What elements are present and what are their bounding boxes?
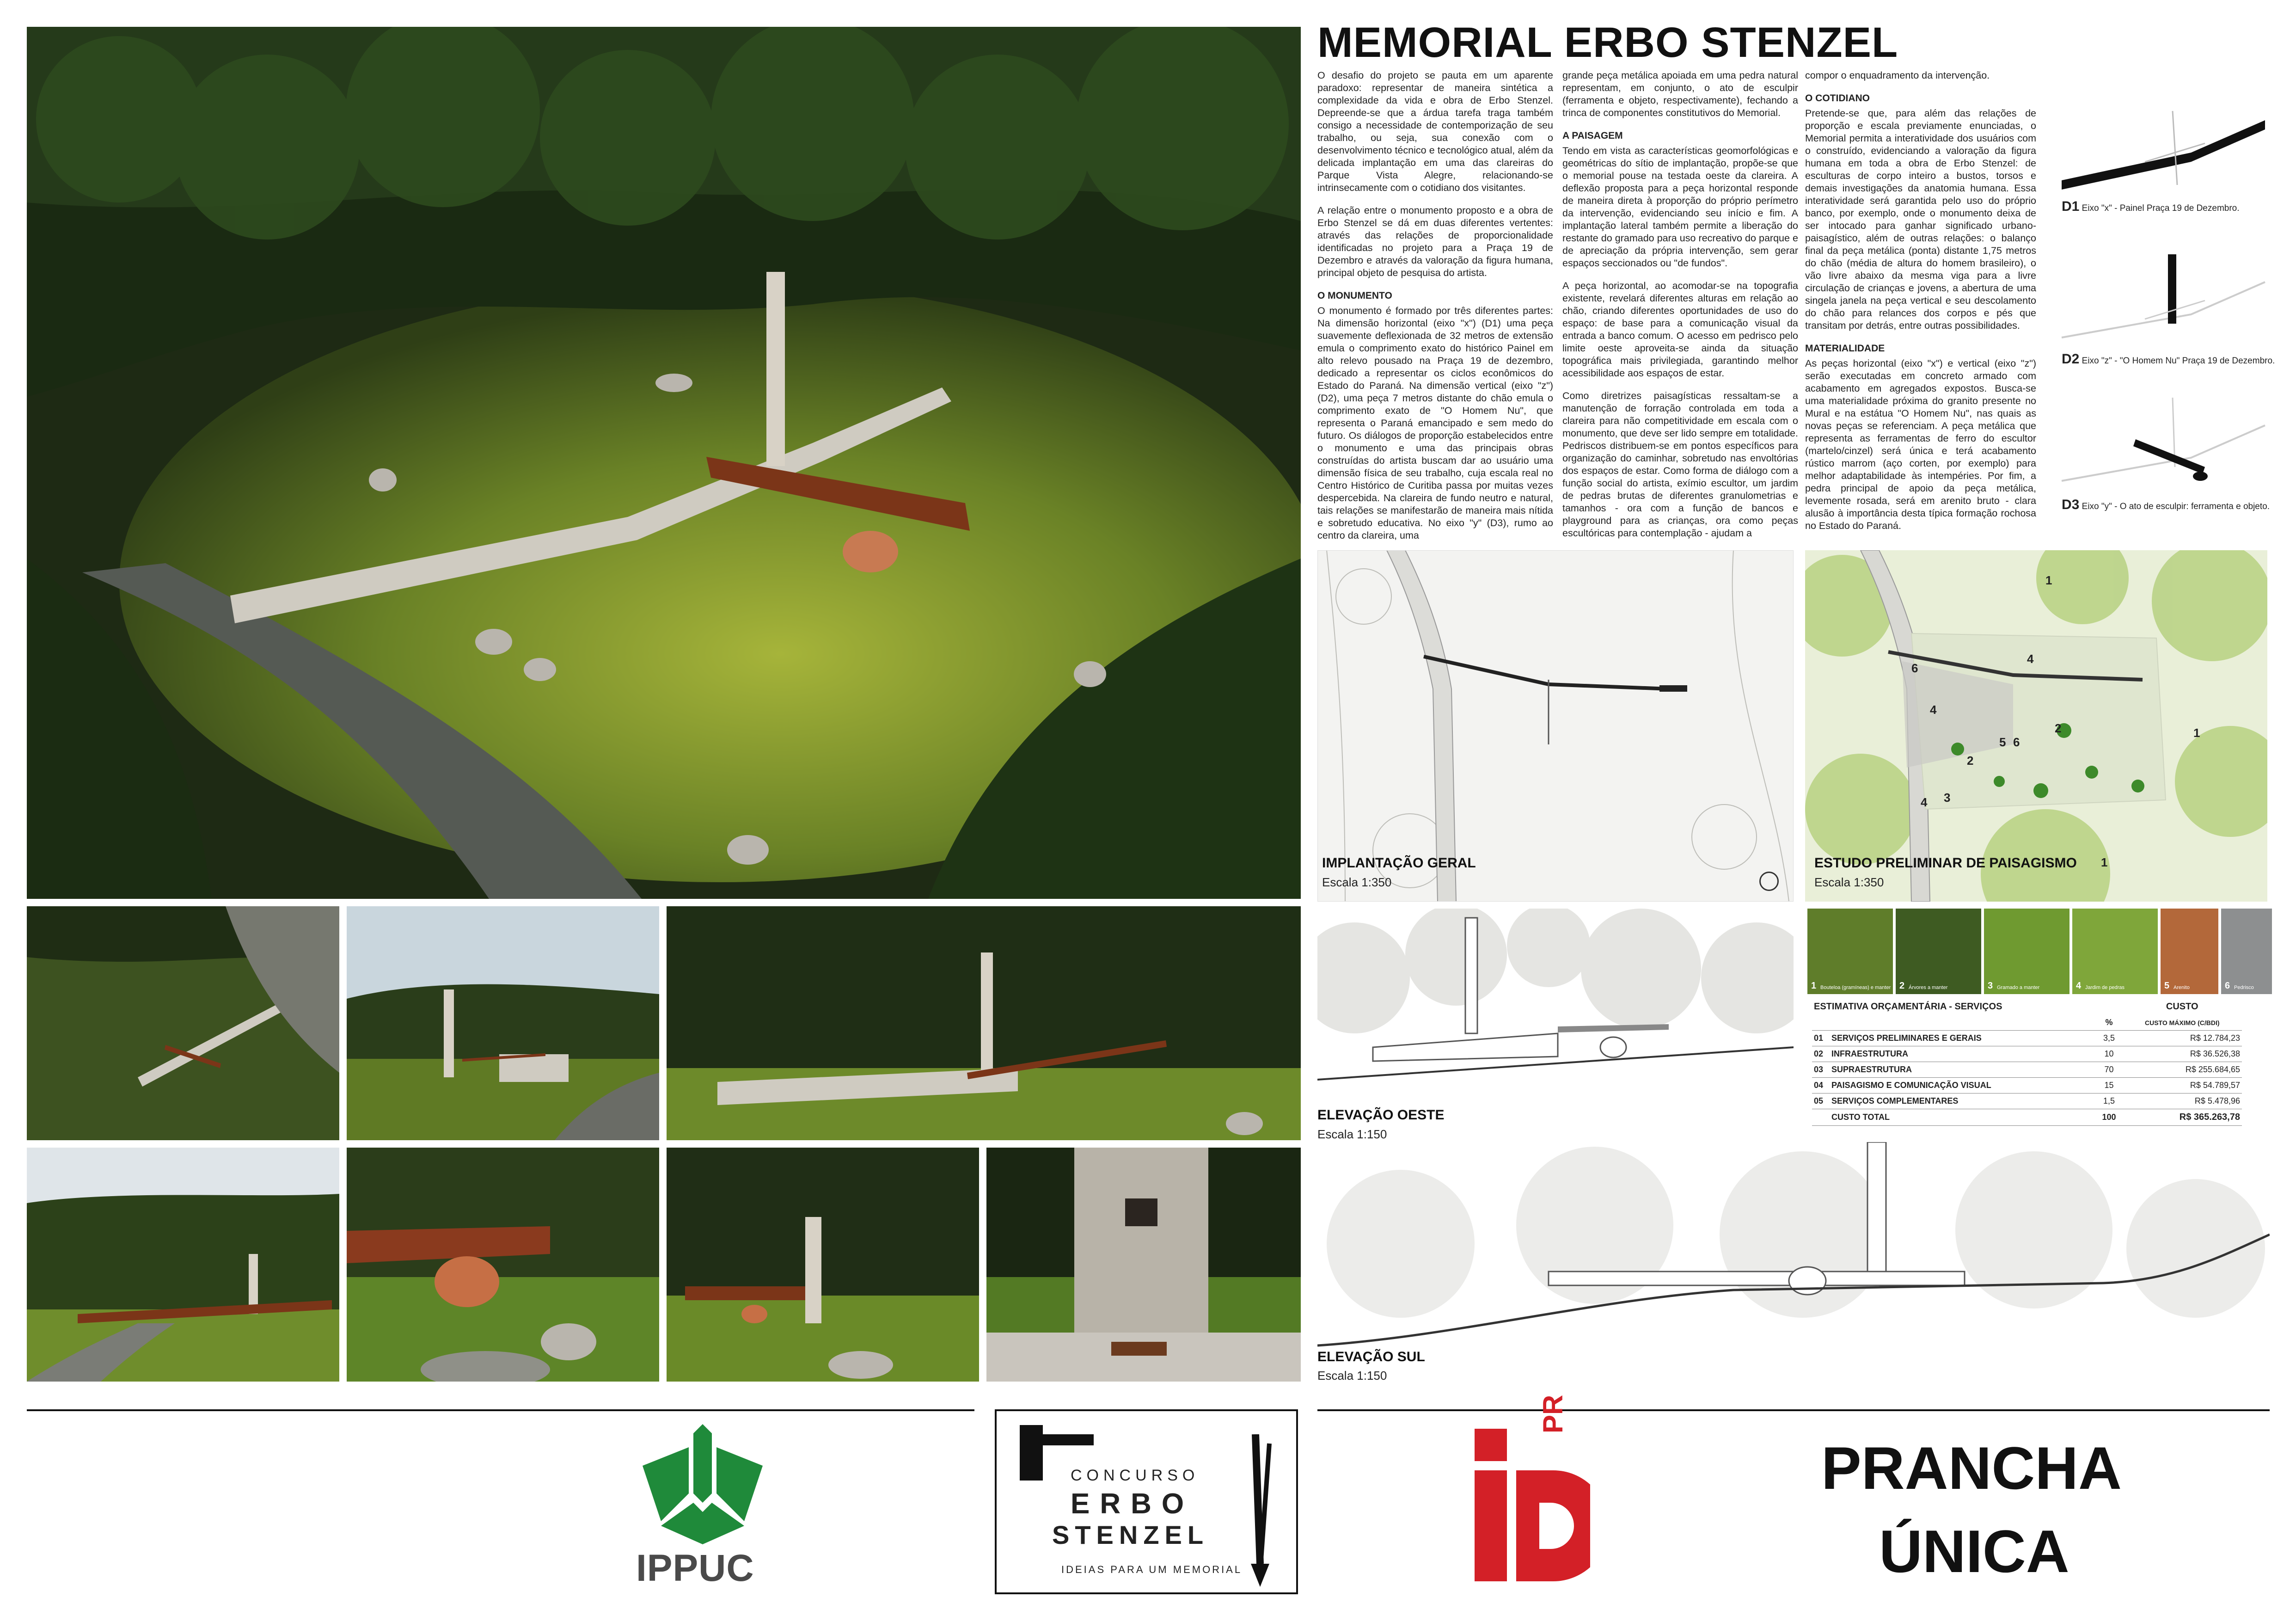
budget-title: ESTIMATIVA ORÇAMENTÁRIA - SERVIÇOS [1814, 1001, 2002, 1012]
concurso-small-text: CONCURSO [1071, 1467, 1200, 1484]
paisagismo-zone-1c: 1 [2101, 855, 2108, 869]
diagram-d3-code: D3 [2062, 497, 2080, 512]
paisagismo-label: ESTUDO PRELIMINAR DE PAISAGISMO [1814, 855, 2077, 871]
col2-lead-paragraph: grande peça metálica apoiada em uma pedra natural representam, em conjunto, o ato de esculpir (ferramenta e objeto, respectivamente), fechando a trinca de componentes constitutivos do Memorial. [1562, 70, 1798, 118]
render-thumb-7 [986, 1148, 1301, 1382]
landscape-thumb-3: 3 Gramado a manter [1984, 909, 2069, 994]
budget-max-header: CUSTO MÁXIMO (C/BDI) [2123, 1015, 2242, 1031]
text-column-1 [1317, 69, 1553, 552]
monumento-paragraph: O monumento é formado por três diferentes partes: Na dimensão horizontal (eixo "x") (D1) uma peça suavemente deflexionada de 32 metros de extensão emula o comprimento exato do histórico Painel em alto relevo pousado na Praça 19 de dezembro, dedicado a representar os ciclos econômicos do Estado do Paraná. Na dimensão vertical (eixo "z") (D2), uma peça 7 metros distante do chão emula o comprimento exato de "O Homem Nu", que representa o Paraná emancipado e sem medo do futuro. Os diálogos de proporção estabelecidos entre o monumento e uma das principais obras construídas do artista buscam dar ao usuário uma dimensão física de seu trabalho, cuja escala real no Centro Histórico de Curitiba passa por muitas vezes despercebida. Na clareira de fundo neutro e natural, tais relações se manifestarão de maneira mais nítida e sobretudo educativa. No eixo "y" (D3), rumo ao centro da clareira, uma [1317, 305, 1553, 541]
paisagismo-zone-5: 5 [1999, 735, 2006, 749]
ippuc-logo-text: IPPUC [636, 1547, 754, 1589]
materialidade-heading: MATERIALIDADE [1805, 343, 1885, 354]
render-thumb-3 [667, 906, 1301, 1140]
paisagismo-zone-1a: 1 [2045, 573, 2052, 587]
paisagismo-plan [1805, 550, 2267, 902]
iab-pr-logo-icon [1470, 1429, 1590, 1586]
diagram-d2-code: D2 [2062, 351, 2080, 367]
budget-total-row: CUSTO TOTAL 100 R$ 365.263,78 [1812, 1109, 2242, 1126]
prancha-line-2: ÚNICA [1879, 1518, 2069, 1585]
elevacao-sul-scale: Escala 1:150 [1317, 1369, 1387, 1382]
budget-row: 01 SERVIÇOS PRELIMINARES E GERAIS 3,5 R$ 12.784,23 [1812, 1031, 2242, 1046]
materialidade-paragraph: As peças horizontal (eixo "x") e vertical (eixo "z") serão executadas em concreto armado com acabamento em agregados expostos. Busca-se uma materialidade próxima do granito presente no Mural e na estátua "O Homem Nu", nas quais as novas peças se referenciam. A peça metálica que representa as ferramentas de ferro do escultor (martelo/cinzel) será única e terá acabamento rústico marrom (aço corten, por exemplo) para melhor adaptabilidade às intempéries. Por fim, a pedra principal de apoio da peça metálica, levemente rosada, será em arenito bruto - clara alusão à importância desta típica formação rochosa no Estado do Paraná. [1805, 358, 2036, 531]
landscape-thumb-4: 4 Jardim de pedras [2072, 909, 2158, 994]
concurso-stenzel-text: STENZEL [1052, 1520, 1209, 1549]
paisagismo-zone-6a: 6 [2013, 735, 2020, 749]
elevacao-oeste-label: ELEVAÇÃO OESTE [1317, 1107, 1445, 1123]
paisagismo-scale: Escala 1:350 [1814, 875, 1884, 889]
intro-paragraph-1: O desafio do projeto se pauta em um aparente paradoxo: representar de maneira sintética a complexidade da vida e obra de Erbo Stenzel. Depreende-se que a árdua tarefa traga também consigo a necessidade de contemporização de seu trabalho, ou seja, sua conexão com o desenvolvimento técnico e tecnológico atual, além da delicada implantação em uma das clareiras do Parque Vista Alegre, relacionando-se intrinsecamente com o cotidiano dos visitantes. [1317, 70, 1553, 193]
render-thumb-1 [27, 906, 339, 1140]
paisagismo-zone-2a: 2 [2055, 721, 2062, 735]
cotidiano-heading: O COTIDIANO [1805, 93, 1870, 104]
text-column-3 [1805, 69, 2036, 542]
landscape-thumbnails [1807, 909, 2272, 994]
budget-cost-header: CUSTO [2166, 1001, 2198, 1012]
elevacao-sul-label: ELEVAÇÃO SUL [1317, 1349, 1425, 1364]
budget-row: 02 INFRAESTRUTURA 10 R$ 36.526,38 [1812, 1046, 2242, 1062]
budget-table [1812, 999, 2242, 1126]
north-icon [1759, 872, 1779, 891]
paisagem-paragraph-1: Tendo em vista as características geomorfológicas e geométricas do sítio de implantação, propõe-se que o memorial pouse na testada oeste da clareira. A deflexão proposta para a peça horizontal responde de maneira direta à proporção do próprio perímetro da intervenção, evidenciando seu início e fim. A implantação lateral também permite a liberação do restante do gramado para uso recreativo do parque e de apreciação da própria intervenção, sem gerar espaços seccionados ou "de fundos". [1562, 145, 1798, 269]
diagram-d2-caption: D2 Eixo "z" - "O Homem Nu" Praça 19 de Dezembro. [2062, 351, 2275, 367]
paisagem-paragraph-2: A peça horizontal, ao acomodar-se na topografia existente, revelará diferentes alturas em relação ao chão, criando diferentes oportunidades de uso do espaço: de base para a comunicação visual da entrada a banco comum. O acesso em pedrisco pelo limite oeste aproveita-se ainda da situação topográfica mais privilegiada, garantindo melhor acessibilidade aos espaços de estar. [1562, 280, 1798, 379]
diagram-d1 [2052, 92, 2270, 194]
implantacao-plan [1317, 550, 1794, 902]
paisagismo-zone-1b: 1 [2193, 726, 2200, 740]
implantacao-label: IMPLANTAÇÃO GERAL [1322, 855, 1476, 871]
paisagem-heading: A PAISAGEM [1562, 130, 1623, 141]
intro-paragraph-2: A relação entre o monumento proposto e a obra de Erbo Stenzel se dá em duas diferentes vertentes: através das relações de proporcionalidade identificadas no projeto para a Praça 19 de Dezembro e através da valoração da figura humana, principal objeto de pesquisa do artista. [1317, 205, 1553, 278]
budget-row: 05 SERVIÇOS COMPLEMENTARES 1,5 R$ 5.478,96 [1812, 1094, 2242, 1109]
text-column-2 [1562, 69, 1798, 550]
landscape-thumb-1: 1 Bouteloa (gramíneas) e manter [1807, 909, 1893, 994]
paisagismo-zone-2b: 2 [1967, 754, 1974, 768]
prancha-line-1: PRANCHA [1821, 1434, 2122, 1502]
iab-pr-text: PR [1537, 1395, 1568, 1433]
elevacao-oeste-scale: Escala 1:150 [1317, 1127, 1387, 1141]
paisagem-paragraph-3: Como diretrizes paisagísticas ressaltam-se a manutenção de forração controlada em toda a clareira para não competitividade em escala com o monumento, que deve ser lido sempre em totalidade. Pedriscos distribuem-se em pontos específicos para organização do caminhar, sobretudo nas envoltórias dos espaços de estar. Como forma de diálogo com a função social do artista, exímio escultor, um jardim de pedras brutas de diferentes granulometrias e tamanhos - ora com a função de bancos e playground para as crianças, ora como peças escultóricas para contemplação - ajudam a [1562, 390, 1798, 539]
concurso-tag-text: IDEIAS PARA UM MEMORIAL [1061, 1564, 1243, 1575]
paisagismo-zone-3: 3 [1944, 791, 1951, 805]
main-render-photo [27, 27, 1301, 899]
paisagismo-zone-4c: 4 [1921, 795, 1928, 809]
concurso-logo [995, 1409, 1298, 1594]
diagram-d3-caption: D3 Eixo "y" - O ato de esculpir: ferramenta e objeto. [2062, 497, 2270, 512]
diagram-d1-caption: D1 Eixo "x" - Painel Praça 19 de Dezembro. [2062, 199, 2240, 214]
paisagismo-zone-6b: 6 [1911, 661, 1918, 675]
paisagismo-zone-4a: 4 [1930, 703, 1937, 717]
page-title: MEMORIAL ERBO STENZEL [1317, 19, 1898, 66]
render-thumb-5 [347, 1148, 659, 1382]
landscape-thumb-5: 5 Arenito [2161, 909, 2218, 994]
ippuc-logo-icon [633, 1424, 772, 1544]
diagram-d2 [2052, 245, 2270, 347]
cotidiano-paragraph: Pretende-se que, para além das relações de proporção e escala previamente enunciadas, o Memorial permita a interatividade dos usuários com o construído, evidenciando a valoração da figura humana em toda a obra de Erbo Stenzel: de esculturas de corpo inteiro a bustos, torsos e demais investigações da anatomia humana. Essa interatividade será garantida pelo uso do próprio banco, por exemplo, onde o monumento deixa de ser intocado para ganhar significado urbano-paisagístico, além de outras relações: o balanço final da peça metálica (ponta) distante 1,75 metros do chão (média de altura do homem brasileiro), o vão livre abaixo da mesma viga para a livre circulação de crianças e jovens, a abertura de uma singela janela na peça vertical e seu descolamento do chão para relances dos corpos e pés que transitam por detrás, entre outras possibilidades. [1805, 108, 2036, 331]
elevacao-oeste-drawing [1317, 909, 1794, 1107]
budget-row: 04 PAISAGISMO E COMUNICAÇÃO VISUAL 15 R$ 54.789,57 [1812, 1078, 2242, 1094]
concurso-erbo-text: ERBO [1071, 1488, 1194, 1520]
budget-row: 03 SUPRAESTRUTURA 70 R$ 255.684,65 [1812, 1062, 2242, 1078]
diagram-d1-code: D1 [2062, 199, 2080, 214]
implantacao-scale: Escala 1:350 [1322, 875, 1392, 889]
landscape-thumb-6: 6 Pedrisco [2221, 909, 2272, 994]
monumento-heading: O MONUMENTO [1317, 290, 1392, 301]
elevacao-sul-drawing [1317, 1142, 2270, 1364]
render-thumb-6 [667, 1148, 979, 1382]
budget-pct-header: % [2096, 1015, 2123, 1031]
footer-rule-right [1317, 1409, 2270, 1411]
landscape-thumb-2: 2 Árvores a manter [1896, 909, 1981, 994]
col3-lead-paragraph: compor o enquadramento da intervenção. [1805, 70, 1990, 81]
render-thumb-4 [27, 1148, 339, 1382]
diagram-d3 [2052, 388, 2270, 490]
paisagismo-zone-4b: 4 [2027, 652, 2034, 666]
footer-rule-left [27, 1409, 974, 1411]
render-thumb-2 [347, 906, 659, 1140]
